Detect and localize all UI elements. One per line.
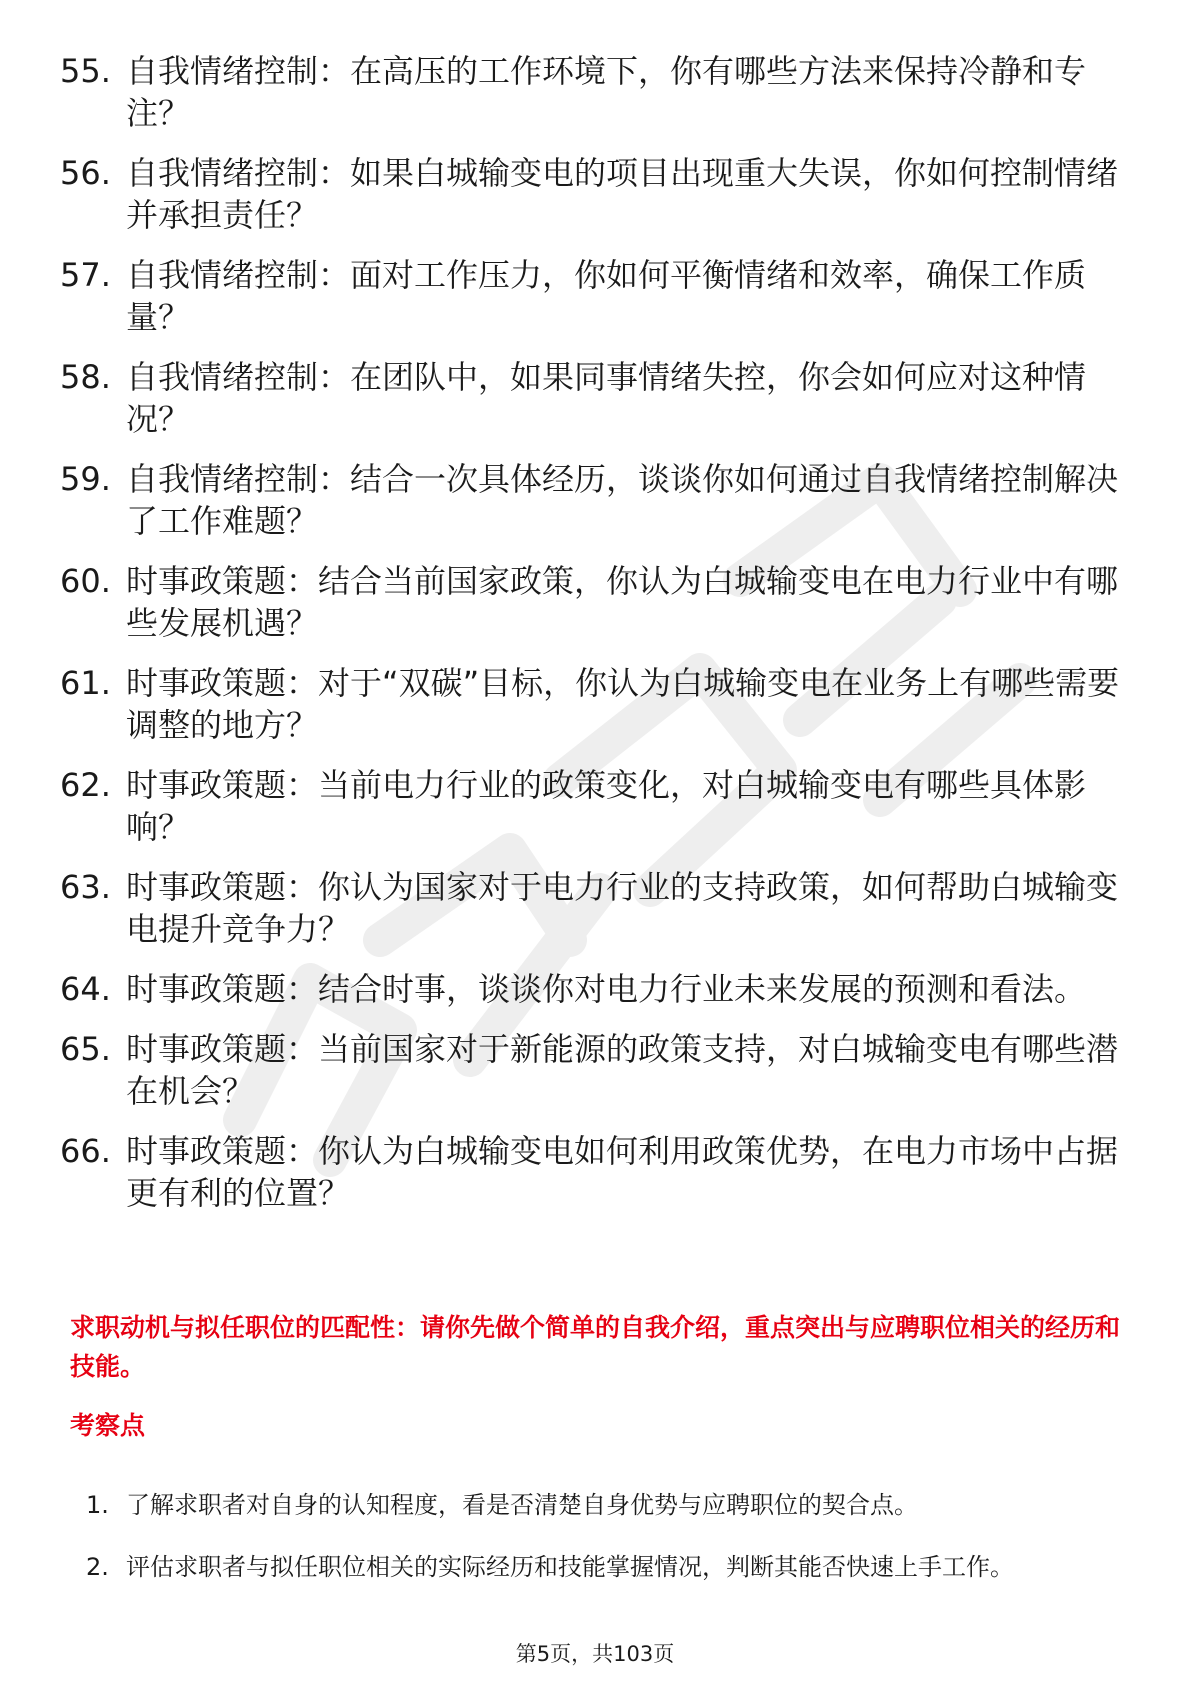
question-item [60,254,1130,338]
section-heading: 求职动机与拟任职位的匹配性：请你先做个简单的自我介绍，重点突出与应聘职位相关的经历和技能。 [70,1313,1121,1381]
question-item [60,866,1130,950]
assessment-points-heading: 考察点 [70,1411,146,1440]
question-item [60,356,1130,440]
question-text: 自我情绪控制：在团队中，如果同事情绪失控，你会如何应对这种情况？ [126,358,1087,438]
point-text: 了解求职者对自身的认知程度，看是否清楚自身优势与应聘职位的契合点。 [126,1491,918,1519]
question-number: 59. [60,460,111,498]
question-number: 61. [60,664,111,702]
point-number: 2. [86,1553,109,1581]
question-text: 自我情绪控制：结合一次具体经历，谈谈你如何通过自我情绪控制解决了工作难题？ [126,460,1119,540]
question-text: 自我情绪控制：在高压的工作环境下，你有哪些方法来保持冷静和专注？ [126,52,1087,132]
question-number: 56. [60,154,111,192]
question-number: 63. [60,868,111,906]
question-text: 自我情绪控制：面对工作压力，你如何平衡情绪和效率，确保工作质量？ [126,256,1087,336]
assessment-point [86,1474,1130,1536]
question-item [60,1130,1130,1214]
question-text: 时事政策题：结合当前国家政策，你认为白城输变电在电力行业中有哪些发展机遇？ [126,562,1119,642]
question-text: 时事政策题：你认为白城输变电如何利用政策优势，在电力市场中占据更有利的位置？ [126,1132,1119,1212]
question-number: 64. [60,970,111,1008]
question-number: 58. [60,358,111,396]
question-item [60,50,1130,134]
question-item [60,662,1130,746]
question-item [60,1028,1130,1112]
point-text: 评估求职者与拟任职位相关的实际经历和技能掌握情况，判断其能否快速上手工作。 [126,1553,1014,1581]
question-number: 55. [60,52,111,90]
question-number: 62. [60,766,111,804]
question-number: 57. [60,256,111,294]
question-list [60,50,1130,1232]
question-text: 时事政策题：对于“双碳”目标，你认为白城输变电在业务上有哪些需要调整的地方？ [126,664,1120,744]
question-number: 60. [60,562,111,600]
question-text: 时事政策题：结合时事，谈谈你对电力行业未来发展的预测和看法。 [126,970,1087,1008]
assessment-points-list [86,1474,1130,1598]
question-item [60,152,1130,236]
page-footer: 第5页，共103页 [515,1642,675,1666]
point-number: 1. [86,1491,109,1519]
question-text: 时事政策题：你认为国家对于电力行业的支持政策，如何帮助白城输变电提升竞争力？ [126,868,1119,948]
question-number: 65. [60,1030,111,1068]
question-number: 66. [60,1132,111,1170]
question-text: 时事政策题：当前电力行业的政策变化，对白城输变电有哪些具体影响？ [126,766,1087,846]
assessment-point [86,1536,1130,1598]
question-item [60,560,1130,644]
question-text: 自我情绪控制：如果白城输变电的项目出现重大失误，你如何控制情绪并承担责任？ [126,154,1119,234]
question-item [60,458,1130,542]
question-item [60,764,1130,848]
question-text: 时事政策题：当前国家对于新能源的政策支持，对白城输变电有哪些潜在机会？ [126,1030,1119,1110]
question-item [60,968,1130,1010]
